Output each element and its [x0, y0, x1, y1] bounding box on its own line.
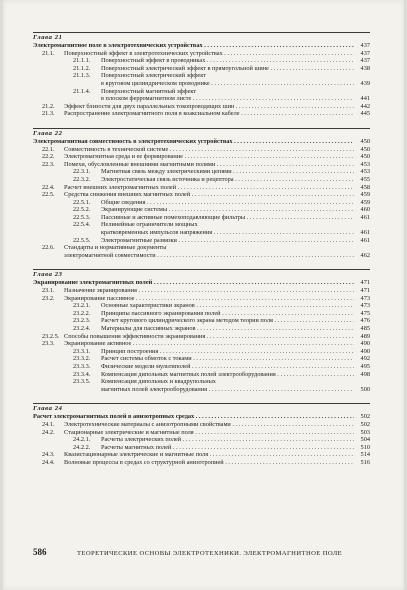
section-number: 23.3.1. — [73, 347, 91, 355]
section-number: 22.5.1. — [73, 198, 91, 206]
section-title: Общие сведения . . . — [101, 199, 354, 207]
chapter-section — [33, 403, 370, 466]
section-title: Стационарные электрические и магнитные поля . . . — [64, 429, 354, 437]
section-title: Расчеты магнитных полей . . . — [101, 444, 354, 452]
page-footer — [33, 547, 373, 557]
section-number: 22.3.2. — [73, 175, 91, 183]
section-number: 23.3.3. — [73, 362, 91, 370]
section-number: 22.5.5. — [73, 236, 91, 244]
toc-entry — [33, 340, 370, 348]
section-title: Электромагнитное поле в электротехнических устройствах . . . — [33, 42, 354, 50]
toc-entry — [33, 110, 370, 118]
toc-entry — [33, 371, 370, 379]
toc-entry — [33, 244, 370, 252]
page-ref: 471 — [360, 287, 370, 295]
section-number: 22.2. — [42, 153, 55, 161]
toc-entry — [33, 214, 370, 222]
section-number: 22.5.4. — [73, 221, 91, 229]
section-title: Совместимость в технической системе . . . — [64, 146, 354, 154]
toc-entry-continuation — [33, 229, 370, 237]
toc-entry — [33, 302, 370, 310]
toc-entry — [33, 57, 370, 65]
page-ref: 475 — [360, 309, 370, 317]
section-number: 22.3. — [42, 160, 55, 168]
page-ref: 503 — [360, 428, 370, 436]
toc-entry — [33, 325, 370, 333]
page-ref: 438 — [360, 64, 370, 72]
section-title: Физические модели мультиполей . . . — [101, 363, 354, 371]
page-ref: 473 — [360, 302, 370, 310]
page-ref: 450 — [360, 137, 370, 145]
section-title: Принцип построения . . . — [101, 348, 354, 356]
section-title: Поверхностный электрический эффект в прямоугольной шине . . . — [101, 65, 354, 73]
section-title: Способы повышения эффективности экранирования . . . — [64, 333, 354, 341]
section-title: Назначение экранирования . . . — [64, 287, 354, 295]
toc-entry-continuation — [33, 386, 370, 394]
section-number: 24.4. — [42, 458, 55, 466]
toc-entry — [33, 206, 370, 214]
section-title: Поверхностный эффект в электротехнических устройствах . . . — [64, 50, 354, 58]
section-number: 21.3. — [42, 110, 55, 118]
toc-entry — [33, 421, 370, 429]
section-title: Расчет электромагнитных полей в анизотропных средах . . . — [33, 413, 354, 421]
section-title: Расчет системы обмоток с токами . . . — [101, 355, 354, 363]
toc-entry-continuation — [33, 95, 370, 103]
page-ref: 498 — [360, 370, 370, 378]
section-number: 21.2. — [42, 102, 55, 110]
page-ref: 489 — [360, 332, 370, 340]
toc-entry — [33, 88, 370, 96]
page-ref: 473 — [360, 294, 370, 302]
page-ref: 502 — [360, 420, 370, 428]
page-ref: 510 — [360, 443, 370, 451]
toc-entry — [33, 103, 370, 111]
toc-entry — [33, 355, 370, 363]
chapter-title-entry — [33, 413, 370, 421]
section-title-continuation: магнитных полей электрооборудования . . . — [33, 386, 354, 394]
page-ref: 453 — [360, 168, 370, 176]
section-number: 24.2. — [42, 428, 55, 436]
page-ref: 461 — [360, 236, 370, 244]
chapter-title-entry — [33, 279, 370, 287]
section-number: 23.3.2. — [73, 355, 91, 363]
section-title: Расчет кругового цилиндрического экрана методом теории поля . . . — [101, 317, 354, 325]
section-number: 22.5.3. — [73, 213, 91, 221]
section-title: Поверхностный эффект в проводниках . . . — [101, 57, 354, 65]
section-title: Расчет внешних электромагнитных полей . . . — [64, 184, 354, 192]
page-ref: 461 — [360, 229, 370, 237]
page-ref: 450 — [360, 153, 370, 161]
section-number: 24.2.2. — [73, 443, 91, 451]
section-title: Компенсация дипольных и квадрупольных — [101, 378, 216, 386]
toc-entry — [33, 221, 370, 229]
section-title: Принципы пассивного экранирования полей . . . — [101, 310, 354, 318]
toc-entry-continuation — [33, 252, 370, 260]
section-title: Электростатическая связь источника и рецептора . . . — [101, 176, 354, 184]
toc-entry — [33, 65, 370, 73]
page-ref: 441 — [360, 95, 370, 103]
section-title: Экранирование электромагнитных полей . . . — [33, 279, 354, 287]
page-ref: 458 — [360, 183, 370, 191]
table-of-contents — [3, 32, 404, 467]
page-ref: 490 — [360, 347, 370, 355]
section-number: 21.1.3. — [73, 72, 91, 80]
page-ref: 453 — [360, 160, 370, 168]
chapter-section — [33, 269, 370, 393]
toc-entry — [33, 287, 370, 295]
section-title: Основные характеристики экранов . . . — [101, 302, 354, 310]
chapter-title-entry — [33, 42, 370, 50]
toc-entry — [33, 333, 370, 341]
toc-entry — [33, 237, 370, 245]
section-title: Распространение электромагнитного поля в коаксиальном кабеле . . . — [64, 110, 354, 118]
section-title: Помехи, обусловленные внешними магнитными полями . . . — [64, 161, 354, 169]
toc-entry — [33, 310, 370, 318]
section-number: 22.1. — [42, 145, 55, 153]
section-number: 24.1. — [42, 420, 55, 428]
page-ref: 439 — [360, 79, 370, 87]
section-number: 23.3.4. — [73, 370, 91, 378]
page-ref: 455 — [360, 175, 370, 183]
page-ref: 492 — [360, 355, 370, 363]
toc-entry — [33, 168, 370, 176]
section-title: Электромагнитная среда и ее формирование . . . — [64, 153, 354, 161]
page-ref: 476 — [360, 317, 370, 325]
page-ref: 460 — [360, 206, 370, 214]
section-title: Экранирование пассивное . . . — [64, 295, 354, 303]
section-number: 23.2.4. — [73, 325, 91, 332]
page-ref: 437 — [360, 57, 370, 65]
section-title-continuation: в круговом цилиндрическом проводнике . . . — [33, 80, 354, 88]
toc-entry — [33, 176, 370, 184]
page-ref: 514 — [360, 451, 370, 459]
section-title: Электромагнитная совместимость в электротехнических устройствах . . . — [33, 138, 354, 146]
section-title: Эффект близости для двух параллельных токопроводящих шин . . . — [64, 103, 354, 111]
section-title: Нелинейные ограничители мощных — [101, 221, 198, 229]
section-number: 23.2.2. — [73, 309, 91, 317]
section-title: Магнитная связь между электрическими цепями . . . — [101, 168, 354, 176]
chapter-label: Глава 21 — [33, 34, 63, 41]
toc-entry — [33, 444, 370, 452]
section-number: 24.3. — [42, 451, 55, 459]
section-title: Расчеты электрических полей . . . — [101, 436, 354, 444]
page-ref: 459 — [360, 198, 370, 206]
page-ref: 495 — [360, 362, 370, 370]
toc-entry — [33, 317, 370, 325]
section-number: 21.1.4. — [73, 87, 91, 95]
section-number: 23.2. — [42, 294, 55, 302]
section-title: Экранирование активное . . . — [64, 340, 354, 348]
section-number: 23.3. — [42, 340, 55, 348]
toc-entry — [33, 436, 370, 444]
page-ref: 445 — [360, 110, 370, 118]
section-title: Стандарты и нормативные документы — [64, 244, 167, 252]
toc-entry — [33, 50, 370, 58]
chapter-section — [33, 32, 370, 118]
toc-entry — [33, 363, 370, 371]
section-number: 22.3.1. — [73, 168, 91, 176]
page-number: 586 — [33, 547, 47, 557]
page-ref: 461 — [360, 213, 370, 221]
page-ref: 504 — [360, 436, 370, 444]
section-number: 21.1. — [42, 49, 55, 57]
page-ref: 516 — [360, 458, 370, 466]
page-ref: 485 — [360, 325, 370, 332]
section-title: Квазистационарные электрические и магнитные поля . . . — [64, 451, 354, 459]
section-title-continuation: электромагнитной совместимости . . . — [33, 252, 354, 260]
page-ref: 459 — [360, 191, 370, 199]
section-number: 21.1.2. — [73, 64, 91, 72]
section-number: 21.1.1. — [73, 57, 91, 65]
section-number: 23.2.5. — [42, 332, 60, 340]
toc-entry — [33, 199, 370, 207]
section-number: 23.3.5. — [73, 378, 91, 386]
chapter-label: Глава 23 — [33, 271, 63, 279]
section-title-continuation: кратковременных импульсов напряжения . . . — [33, 229, 354, 237]
section-number: 22.6. — [42, 244, 55, 252]
toc-entry — [33, 161, 370, 169]
book-page — [3, 0, 404, 590]
section-title-continuation: в плоском ферромагнитном листе . . . — [33, 95, 354, 103]
section-title: Материалы для пассивных экранов . . . — [101, 325, 354, 333]
page-ref: 442 — [360, 102, 370, 110]
section-title: Электротехнические материалы с анизотропными свойствами . . . — [64, 421, 354, 429]
page-ref: 502 — [360, 413, 370, 421]
toc-entry — [33, 348, 370, 356]
toc-entry — [33, 191, 370, 199]
section-number: 22.5.2. — [73, 206, 91, 214]
toc-entry — [33, 378, 370, 386]
chapter-section — [33, 128, 370, 260]
toc-entry — [33, 451, 370, 459]
section-number: 22.5. — [42, 191, 55, 199]
section-title: Пассивные и активные помехоподавляющие фильтры . . . — [101, 214, 354, 222]
section-number: 23.1. — [42, 287, 55, 295]
section-title: Экранирующие системы . . . — [101, 206, 354, 214]
section-number: 22.4. — [42, 183, 55, 191]
section-title: Электромагнитные развязки . . . — [101, 237, 354, 245]
toc-entry — [33, 146, 370, 154]
chapter-label: Глава 22 — [33, 129, 63, 137]
toc-entry — [33, 153, 370, 161]
section-number: 24.2.1. — [73, 436, 91, 444]
toc-entry — [33, 295, 370, 303]
page-ref: 437 — [360, 42, 370, 49]
chapter-label: Глава 24 — [33, 405, 63, 413]
section-number: 23.2.3. — [73, 317, 91, 325]
toc-entry — [33, 184, 370, 192]
page-ref: 462 — [360, 251, 370, 259]
toc-entry — [33, 459, 370, 467]
page-ref: 490 — [360, 340, 370, 348]
section-title: Поверхностный электрический эффект — [101, 72, 206, 80]
toc-entry — [33, 429, 370, 437]
section-title: Поверхностный магнитный эффект — [101, 87, 197, 95]
toc-entry-continuation — [33, 80, 370, 88]
toc-entry — [33, 72, 370, 80]
page-ref: 450 — [360, 145, 370, 153]
page-ref: 500 — [360, 385, 370, 393]
chapter-title-entry — [33, 138, 370, 146]
running-title: ТЕОРЕТИЧЕСКИЕ ОСНОВЫ ЭЛЕКТРОТЕХНИКИ. ЭЛЕКТРОМАГНИТНОЕ ПОЛЕ — [77, 550, 343, 557]
page-ref: 471 — [360, 279, 370, 287]
section-title: Волновые процессы в средах со структурной анизотропией . . . — [64, 459, 354, 467]
section-title: Средства снижения внешних магнитных полей . . . — [64, 191, 354, 199]
page-ref: 437 — [360, 49, 370, 57]
section-number: 23.2.1. — [73, 302, 91, 310]
section-title: Компенсация дипольных магнитных полей электрооборудования . . . — [101, 371, 354, 379]
